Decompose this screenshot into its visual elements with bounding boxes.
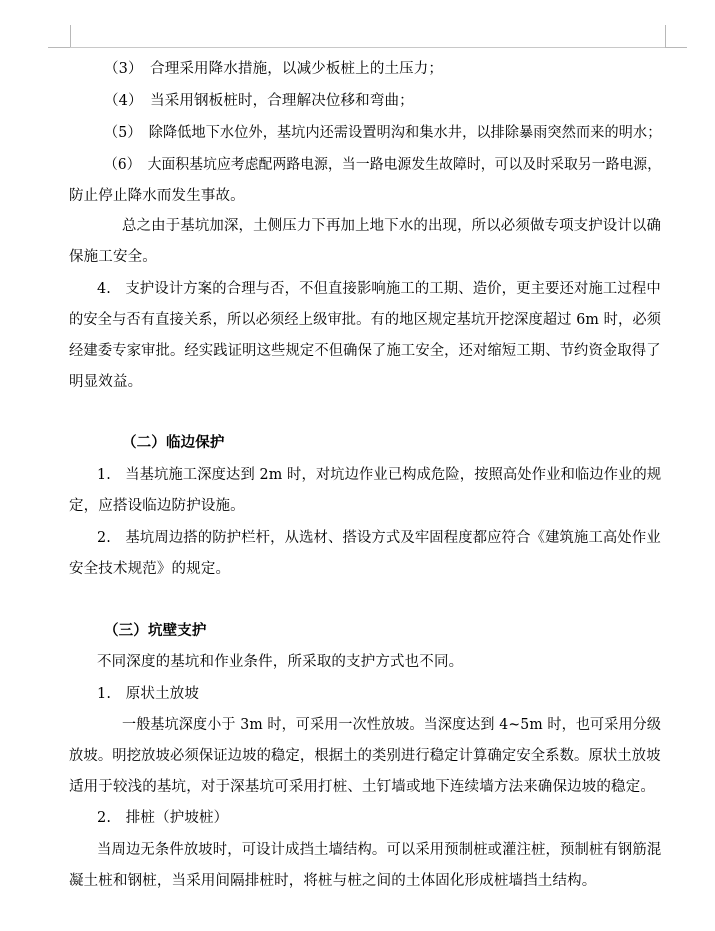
support-item-2-title: 2. 排桩（护坡桩） — [97, 810, 229, 826]
support-item-2-line2: 凝土桩和钢桩，当采用间隔排桩时，将桩与桩之间的土体固化形成桩墙挡土结构。 — [69, 873, 597, 889]
section-heading-pit-wall-support: （三）坑壁支护 — [104, 622, 207, 639]
crop-mark-top-right-v — [665, 25, 666, 47]
list-item-4: （4） 当采用钢板桩时，合理解决位移和弯曲； — [104, 93, 414, 109]
point-4-line2: 的安全与否有直接关系，所以必须经上级审批。有的地区规定基坑开挖深度超过 6m 时，必须 — [69, 312, 662, 328]
crop-mark-top-right-h — [665, 47, 687, 48]
support-item-1-line1: 一般基坑深度小于 3m 时，可采用一次性放坡。当深度达到 4~5m 时，也可采用分级 — [122, 717, 662, 733]
crop-mark-top-left-v — [70, 25, 71, 47]
support-item-1-line3: 适用于较浅的基坑，对于深基坑可采用打桩、土钉墙或地下连续墙方法来确保边坡的稳定。 — [69, 779, 655, 795]
point-4-line4: 明显效益。 — [69, 374, 143, 390]
list-item-6-cont: 防止停止降水而发生事故。 — [69, 188, 245, 204]
list-item-6: （6） 大面积基坑应考虑配两路电源，当一路电源发生故障时，可以及时采取另一路电源， — [104, 157, 662, 173]
edge-item-1-line2: 定，应搭设临边防护设施。 — [69, 498, 245, 514]
summary-paragraph-line2: 保施工安全。 — [69, 249, 157, 265]
edge-item-2-line2: 安全技术规范》的规定。 — [69, 561, 231, 577]
crop-mark-top-left-h — [48, 47, 70, 48]
support-item-1-title: 1. 原状土放坡 — [97, 686, 200, 702]
list-item-5: （5） 除降低地下水位外，基坑内还需设置明沟和集水井，以排除暴雨突然而来的明水； — [104, 125, 662, 141]
point-4-line1: 4. 支护设计方案的合理与否，不但直接影响施工的工期、造价，更主要还对施工过程中 — [97, 281, 661, 297]
header-rule — [70, 47, 665, 48]
edge-item-1-line1: 1. 当基坑施工深度达到 2m 时，对坑边作业已构成危险，按照高处作业和临边作业的规 — [97, 467, 662, 483]
support-intro: 不同深度的基坑和作业条件，所采取的支护方式也不同。 — [97, 654, 464, 670]
list-item-3: （3） 合理采用降水措施，以减少板桩上的土压力； — [104, 61, 444, 77]
support-item-2-line1: 当周边无条件放坡时，可设计成挡土墙结构。可以采用预制桩或灌注桩，预制桩有钢筋混 — [97, 842, 662, 858]
point-4-line3: 经建委专家审批。经实践证明这些规定不但确保了施工安全，还对缩短工期、节约资金取得了 — [69, 343, 661, 359]
edge-item-2-line1: 2. 基坑周边搭的防护栏杆，从选材、搭设方式及牢固程度都应符合《建筑施工高处作业 — [97, 530, 661, 546]
summary-paragraph-line1: 总之由于基坑加深，土侧压力下再加上地下水的出现，所以必须做专项支护设计以确 — [122, 218, 662, 234]
support-item-1-line2: 放坡。明挖放坡必须保证边坡的稳定，根据土的类别进行稳定计算确定安全系数。原状土放坡 — [69, 748, 661, 764]
section-heading-edge-protection: （二）临边保护 — [122, 434, 225, 451]
